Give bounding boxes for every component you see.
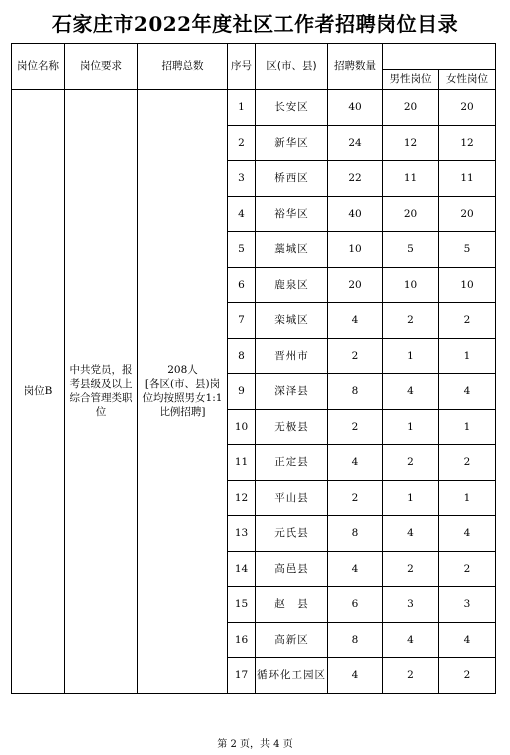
table-row: [12, 90, 496, 126]
cell-seq: 13: [228, 516, 256, 552]
page-footer: 第 2 页，共 4 页: [217, 739, 293, 750]
cell-seq: 3: [228, 161, 256, 197]
header-row: [12, 44, 496, 70]
total-note: [各区(市、县)岗位均按照男女1:1比例招聘]: [142, 378, 223, 419]
cell-count: 4: [328, 551, 383, 587]
cell-male: 11: [383, 161, 439, 197]
header-position-name: 岗位名称: [12, 44, 65, 90]
cell-seq: 17: [228, 658, 256, 694]
cell-count: 4: [328, 445, 383, 481]
cell-count: 8: [328, 374, 383, 410]
cell-female: 20: [439, 90, 496, 126]
cell-total: [138, 90, 228, 694]
cell-female: 10: [439, 267, 496, 303]
cell-count: 8: [328, 516, 383, 552]
cell-female: 2: [439, 303, 496, 339]
cell-female: 1: [439, 409, 496, 445]
cell-seq: 4: [228, 196, 256, 232]
cell-seq: 10: [228, 409, 256, 445]
cell-seq: 8: [228, 338, 256, 374]
cell-position-requirement: 中共党员，报考县级及以上综合管理类职位: [65, 90, 138, 694]
cell-seq: 1: [228, 90, 256, 126]
cell-male: 2: [383, 303, 439, 339]
cell-male: 20: [383, 90, 439, 126]
cell-count: 4: [328, 303, 383, 339]
cell-seq: 6: [228, 267, 256, 303]
cell-count: 6: [328, 587, 383, 623]
cell-male: 1: [383, 409, 439, 445]
cell-seq: 5: [228, 232, 256, 268]
cell-female: 12: [439, 125, 496, 161]
header-gender-group: [383, 44, 496, 70]
cell-male: 4: [383, 622, 439, 658]
cell-district: 正定县: [256, 445, 328, 481]
header-seq: 序号: [228, 44, 256, 90]
cell-count: 4: [328, 658, 383, 694]
cell-female: 2: [439, 658, 496, 694]
cell-male: 1: [383, 480, 439, 516]
cell-male: 12: [383, 125, 439, 161]
cell-female: 1: [439, 338, 496, 374]
header-count: 招聘数量: [328, 44, 383, 90]
cell-count: 2: [328, 338, 383, 374]
cell-seq: 14: [228, 551, 256, 587]
cell-female: 5: [439, 232, 496, 268]
cell-district: 藁城区: [256, 232, 328, 268]
table-body: [12, 90, 496, 694]
cell-district: 赵 县: [256, 587, 328, 623]
cell-count: 8: [328, 622, 383, 658]
cell-seq: 16: [228, 622, 256, 658]
cell-seq: 11: [228, 445, 256, 481]
cell-female: 11: [439, 161, 496, 197]
header-position-requirement: 岗位要求: [65, 44, 138, 90]
cell-female: 4: [439, 374, 496, 410]
cell-district: 高新区: [256, 622, 328, 658]
cell-male: 4: [383, 516, 439, 552]
cell-male: 5: [383, 232, 439, 268]
cell-female: 4: [439, 622, 496, 658]
cell-seq: 7: [228, 303, 256, 339]
cell-female: 20: [439, 196, 496, 232]
cell-district: 桥西区: [256, 161, 328, 197]
cell-male: 2: [383, 658, 439, 694]
cell-count: 22: [328, 161, 383, 197]
cell-female: 3: [439, 587, 496, 623]
cell-count: 10: [328, 232, 383, 268]
cell-seq: 2: [228, 125, 256, 161]
cell-seq: 12: [228, 480, 256, 516]
cell-count: 24: [328, 125, 383, 161]
cell-female: 4: [439, 516, 496, 552]
cell-district: 元氏县: [256, 516, 328, 552]
header-male: 男性岗位: [383, 70, 439, 90]
page-title: 石家庄市2022年度社区工作者招聘岗位目录: [51, 12, 459, 36]
cell-count: 20: [328, 267, 383, 303]
cell-district: 高邑县: [256, 551, 328, 587]
header-district: 区(市、县): [256, 44, 328, 90]
cell-female: 2: [439, 551, 496, 587]
total-count: 208人: [167, 363, 198, 376]
cell-district: 栾城区: [256, 303, 328, 339]
header-female: 女性岗位: [439, 70, 496, 90]
cell-female: 1: [439, 480, 496, 516]
cell-male: 20: [383, 196, 439, 232]
cell-count: 2: [328, 480, 383, 516]
cell-count: 40: [328, 90, 383, 126]
cell-position-name: 岗位B: [12, 90, 65, 694]
cell-district: 平山县: [256, 480, 328, 516]
cell-male: 2: [383, 445, 439, 481]
cell-district: 循环化工园区: [256, 658, 328, 694]
cell-male: 1: [383, 338, 439, 374]
cell-seq: 9: [228, 374, 256, 410]
cell-district: 无极县: [256, 409, 328, 445]
cell-female: 2: [439, 445, 496, 481]
cell-male: 10: [383, 267, 439, 303]
cell-count: 40: [328, 196, 383, 232]
cell-male: 3: [383, 587, 439, 623]
recruitment-table: [11, 43, 496, 694]
cell-district: 晋州市: [256, 338, 328, 374]
cell-seq: 15: [228, 587, 256, 623]
cell-count: 2: [328, 409, 383, 445]
cell-district: 长安区: [256, 90, 328, 126]
cell-district: 鹿泉区: [256, 267, 328, 303]
header-total: 招聘总数: [138, 44, 228, 90]
cell-district: 裕华区: [256, 196, 328, 232]
cell-district: 新华区: [256, 125, 328, 161]
cell-district: 深泽县: [256, 374, 328, 410]
cell-male: 4: [383, 374, 439, 410]
cell-male: 2: [383, 551, 439, 587]
